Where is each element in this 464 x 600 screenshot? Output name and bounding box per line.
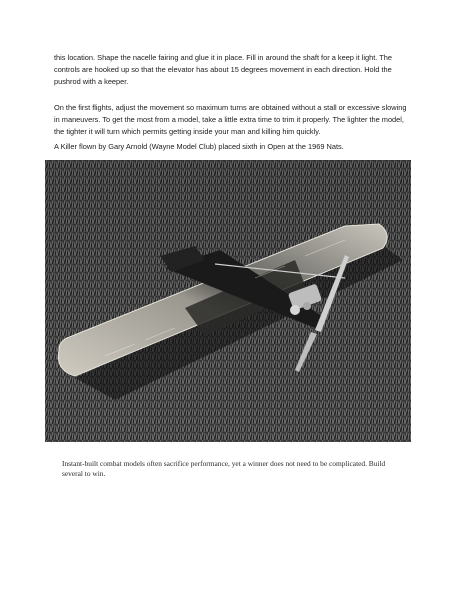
body-paragraph: On the first flights, adjust the movement so maximum turns are obtained without a stall or excessive slowing in maneuvers. To get the most from a model, take a little extra time to trim it properly. The lighter the model, the tighter it will turn which permits getting inside your man and killing him quickly. — [54, 103, 407, 136]
body-paragraph: this location. Shape the nacelle fairing and glue it in place. Fill in around the shaft for a keep it light. The controls are hooked up so that the elevator has about 15 degrees movement in each direction. Hold the pushrod with a keeper. — [54, 53, 392, 86]
photo-intro-paragraph: A Killer flown by Gary Arnold (Wayne Model Club) placed sixth in Open at the 1969 Nats. — [54, 142, 344, 151]
photo-caption: Instant-built combat models often sacrifice performance, yet a winner does not need to be complicated. Build several to win. — [62, 459, 386, 478]
model-airplane-photo — [45, 160, 411, 442]
